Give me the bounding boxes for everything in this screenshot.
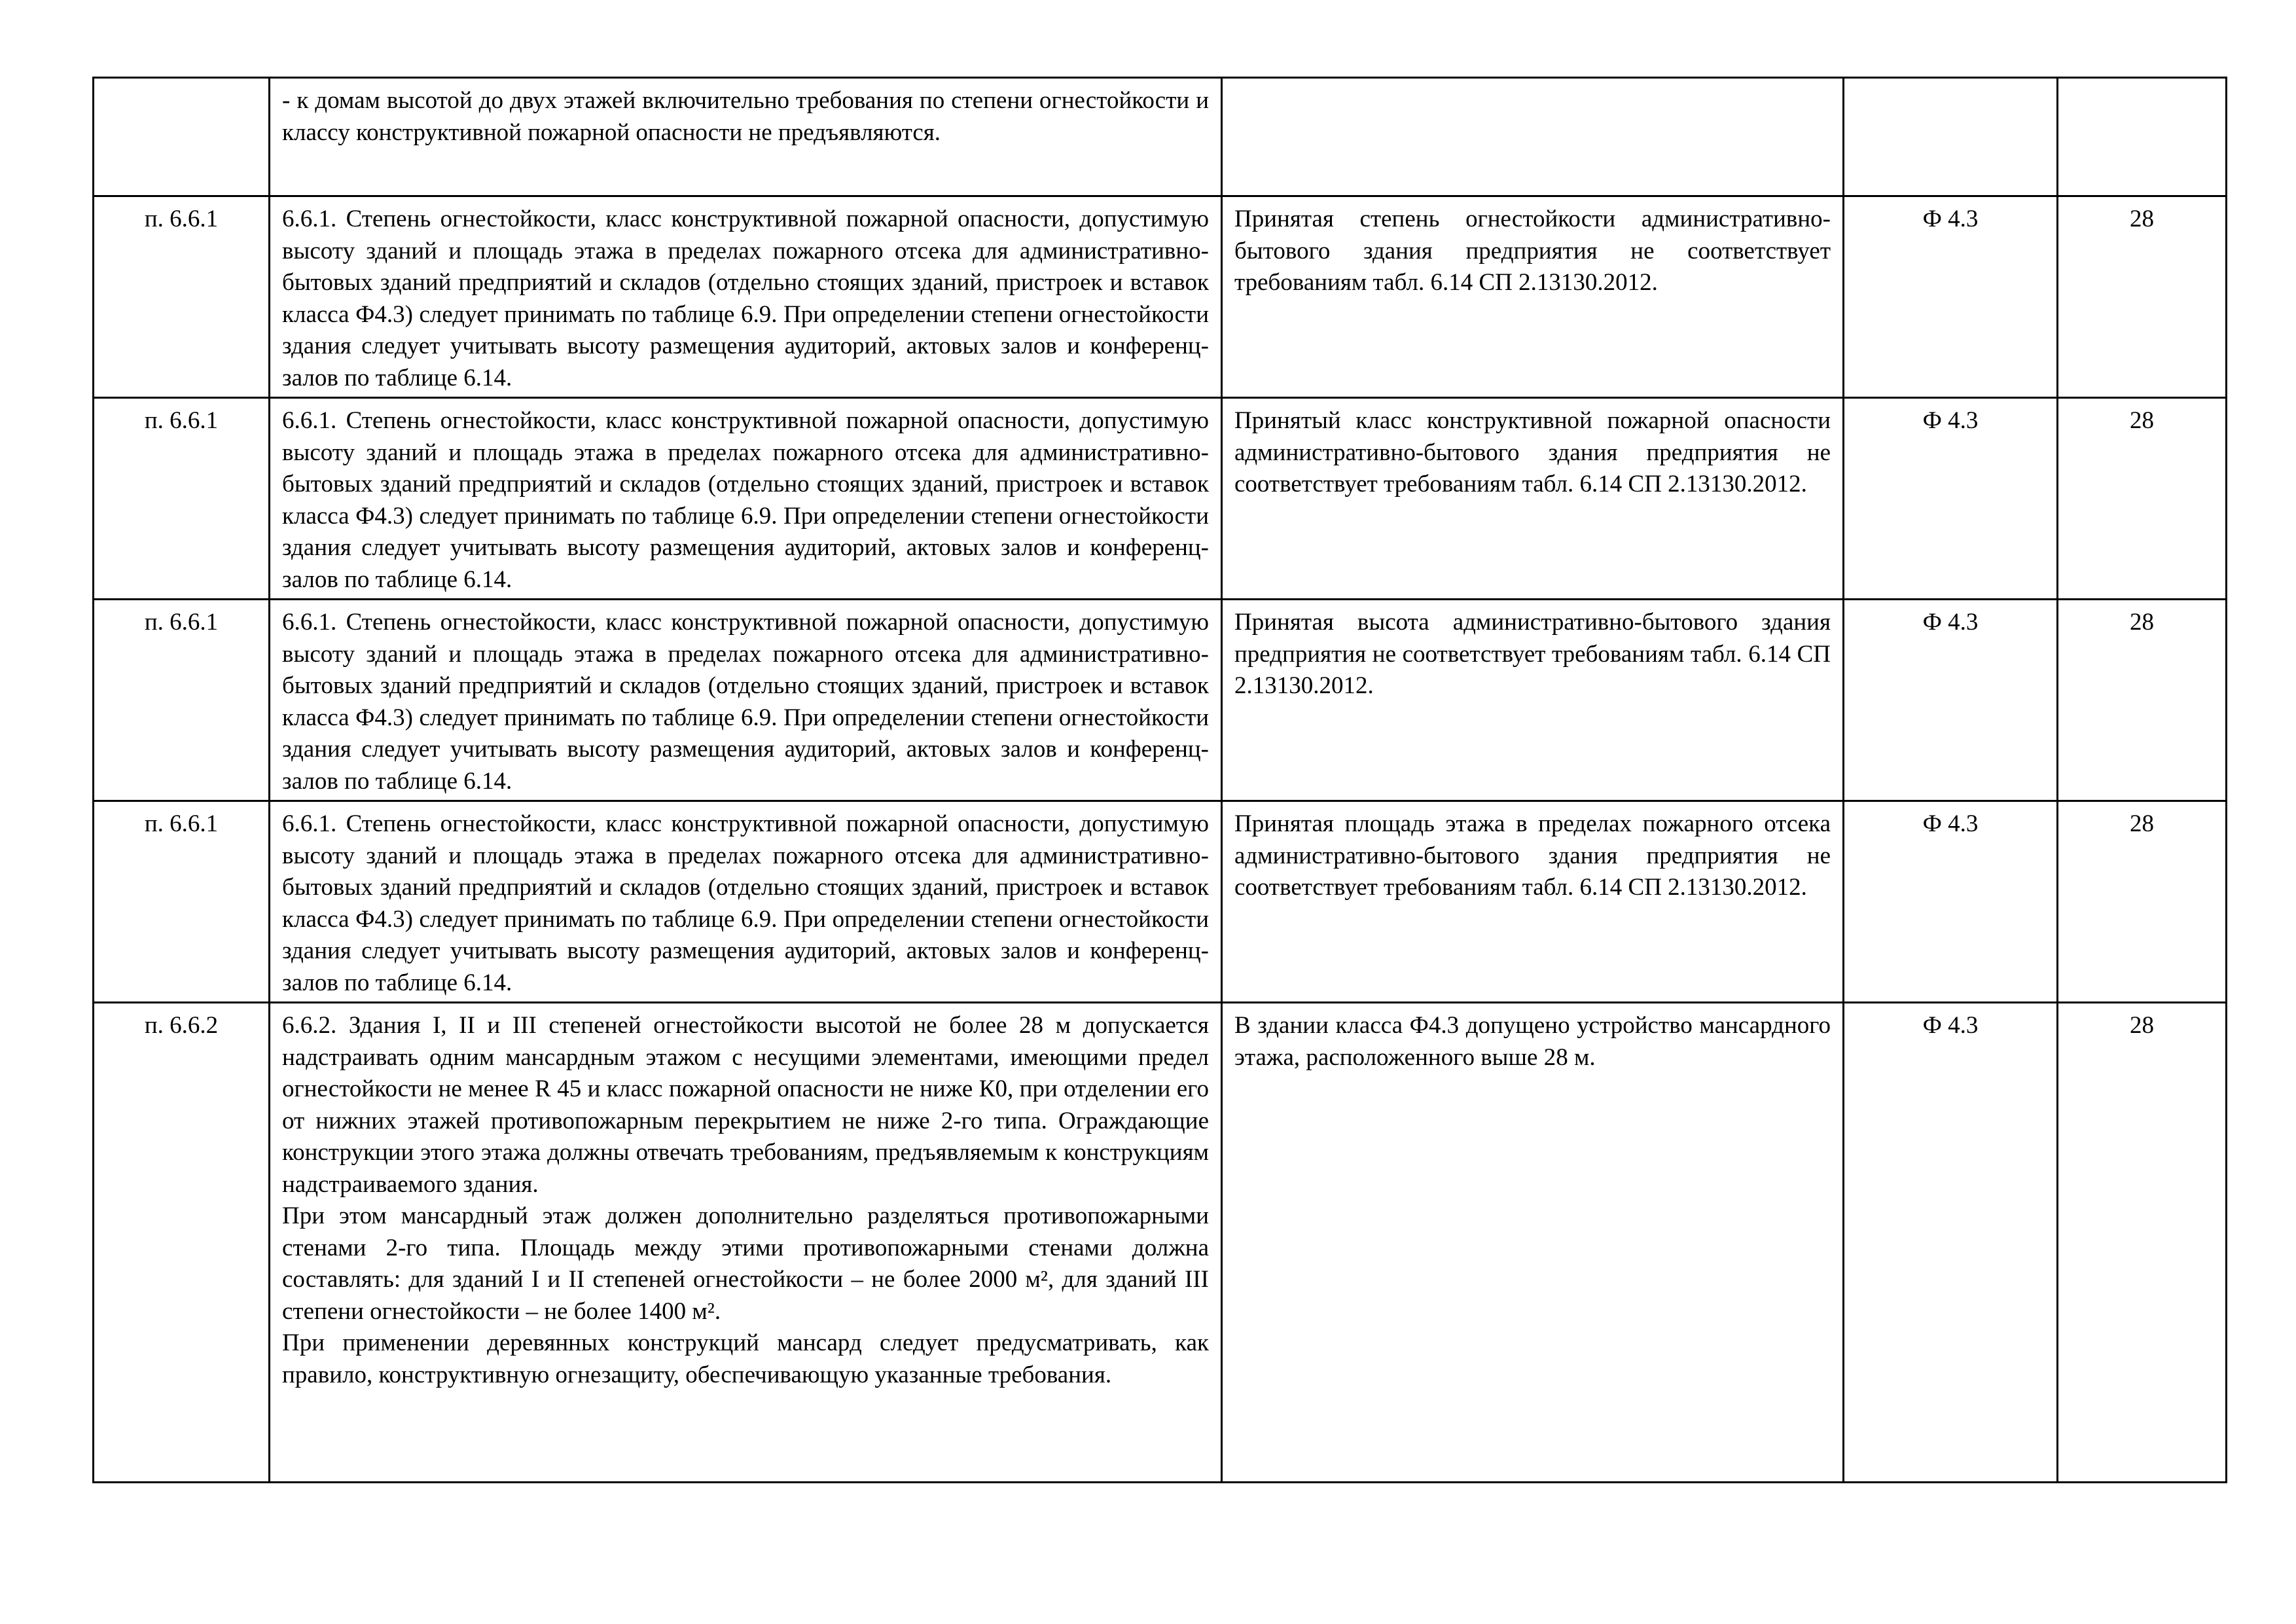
clause-ref-cell [94,78,270,196]
requirement-paragraph: 6.6.1. Степень огнестойкости, класс конструктивной пожарной опасности, допустимую высоту зданий и площадь этажа в пределах пожарного отсека для административно-бытовых зданий предприятий и складов (отдельно стоящих зданий, пристроек и вставок класса Ф4.3) следует принимать по таблице 6.9. При определении степени огнестойкости здания следует учитывать высоту размещения аудиторий, актовых залов и конференц-залов по таблице 6.14. [282,407,1209,593]
table-row [94,398,2227,600]
table-row [94,600,2227,801]
requirement-cell [270,801,1222,1003]
requirement-cell [270,600,1222,801]
finding-cell: Принятая степень огнестойкости административно-бытового здания предприятия не соответствует требованиям табл. 6.14 СП 2.13130.2012. [1222,196,1844,398]
requirement-paragraph: 6.6.1. Степень огнестойкости, класс конструктивной пожарной опасности, допустимую высоту зданий и площадь этажа в пределах пожарного отсека для административно-бытовых зданий предприятий и складов (отдельно стоящих зданий, пристроек и вставок класса Ф4.3) следует принимать по таблице 6.9. При определении степени огнестойкости здания следует учитывать высоту размещения аудиторий, актовых залов и конференц-залов по таблице 6.14. [282,206,1209,391]
requirement-paragraph: - к домам высотой до двух этажей включительно требования по степени огнестойкости и классу конструктивной пожарной опасности не предъявляются. [282,87,1209,146]
functional-class-cell: Ф 4.3 [1844,398,2058,600]
requirement-cell [270,196,1222,398]
finding-cell: Принятая высота административно-бытового здания предприятия не соответствует требованиям табл. 6.14 СП 2.13130.2012. [1222,600,1844,801]
functional-class-cell: Ф 4.3 [1844,196,2058,398]
requirement-cell [270,78,1222,196]
requirement-paragraph: При этом мансардный этаж должен дополнительно разделяться противопожарными стенами 2-го типа. Площадь между этими противопожарными стенами должна составлять: для зданий I и II степеней огнестойкости – не более 2000 м², для зданий III степени огнестойкости – не более 1400 м². [282,1202,1209,1325]
requirement-paragraph: 6.6.1. Степень огнестойкости, класс конструктивной пожарной опасности, допустимую высоту зданий и площадь этажа в пределах пожарного отсека для административно-бытовых зданий предприятий и складов (отдельно стоящих зданий, пристроек и вставок класса Ф4.3) следует принимать по таблице 6.9. При определении степени огнестойкости здания следует учитывать высоту размещения аудиторий, актовых залов и конференц-залов по таблице 6.14. [282,609,1209,795]
number-cell: 28 [2058,801,2227,1003]
requirement-cell [270,1003,1222,1483]
functional-class-cell: Ф 4.3 [1844,1003,2058,1483]
clause-ref-cell: п. 6.6.1 [94,398,270,600]
table-row [94,196,2227,398]
number-cell: 28 [2058,600,2227,801]
number-cell: 28 [2058,196,2227,398]
finding-cell: В здании класса Ф4.3 допущено устройство мансардного этажа, расположенного выше 28 м. [1222,1003,1844,1483]
clause-ref-cell: п. 6.6.1 [94,196,270,398]
requirement-paragraph: 6.6.2. Здания I, II и III степеней огнестойкости высотой не более 28 м допускается надстраивать одним мансардным этажом с несущими элементами, имеющими предел огнестойкости не менее R 45 и класс пожарной опасности не ниже К0, при отделении его от нижних этажей противопожарным перекрытием не ниже 2-го типа. Ограждающие конструкции этого этажа должны отвечать требованиям, предъявляемым к конструкциям надстраиваемого здания. [282,1012,1209,1198]
table-row [94,801,2227,1003]
finding-cell [1222,78,1844,196]
number-cell: 28 [2058,1003,2227,1483]
requirement-paragraph: При применении деревянных конструкций мансард следует предусматривать, как правило, конструктивную огнезащиту, обеспечивающую указанные требования. [282,1329,1209,1388]
table-row [94,78,2227,196]
functional-class-cell: Ф 4.3 [1844,600,2058,801]
number-cell: 28 [2058,398,2227,600]
requirement-cell [270,398,1222,600]
clause-ref-cell: п. 6.6.1 [94,801,270,1003]
finding-cell: Принятая площадь этажа в пределах пожарного отсека административно-бытового здания предприятия не соответствует требованиям табл. 6.14 СП 2.13130.2012. [1222,801,1844,1003]
finding-cell: Принятый класс конструктивной пожарной опасности административно-бытового здания предприятия не соответствует требованиям табл. 6.14 СП 2.13130.2012. [1222,398,1844,600]
requirement-paragraph: 6.6.1. Степень огнестойкости, класс конструктивной пожарной опасности, допустимую высоту зданий и площадь этажа в пределах пожарного отсека для административно-бытовых зданий предприятий и складов (отдельно стоящих зданий, пристроек и вставок класса Ф4.3) следует принимать по таблице 6.9. При определении степени огнестойкости здания следует учитывать высоту размещения аудиторий, актовых залов и конференц-залов по таблице 6.14. [282,810,1209,996]
table-row [94,1003,2227,1483]
functional-class-cell [1844,78,2058,196]
clause-ref-cell: п. 6.6.2 [94,1003,270,1483]
clause-ref-cell: п. 6.6.1 [94,600,270,801]
number-cell [2058,78,2227,196]
functional-class-cell: Ф 4.3 [1844,801,2058,1003]
requirements-table [92,77,2227,1483]
